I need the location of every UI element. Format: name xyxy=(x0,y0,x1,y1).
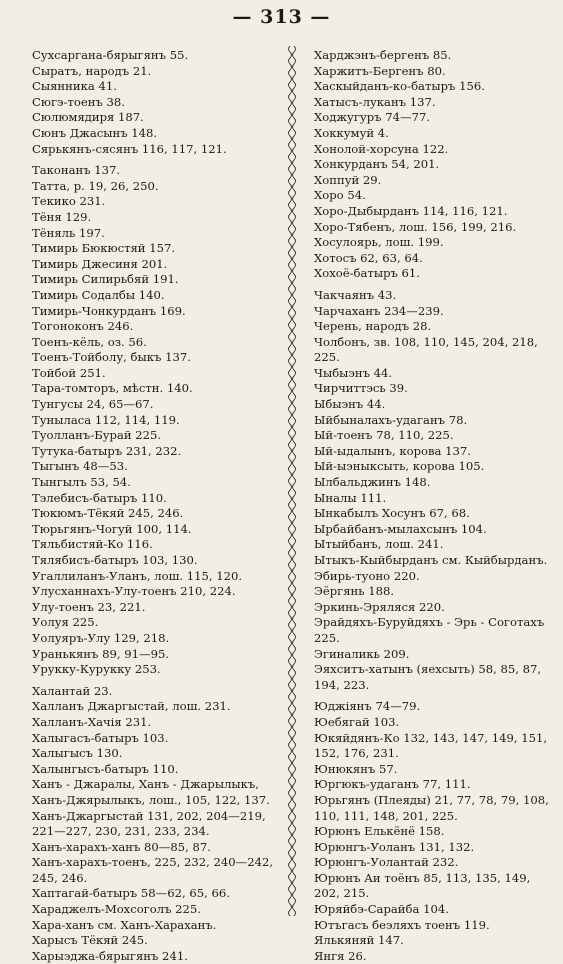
index-entry: Тойбой 251. xyxy=(32,365,106,380)
index-entry: Эяхситъ-хатынъ (яехсыть) 58, 85, 87, 194, 223. xyxy=(314,662,542,692)
index-entry: Тунгусы 24, 65—67. xyxy=(32,397,154,412)
index-entry: Сюнъ Джасынъ 148. xyxy=(32,125,158,140)
index-entry: Татта, р. 19, 26, 250. xyxy=(32,178,159,193)
index-entry: Хонкурданъ 54, 201. xyxy=(314,157,440,172)
index-entry: Халыгысъ 130. xyxy=(32,746,123,761)
index-entry: Чарчаханъ 234—239. xyxy=(314,303,444,318)
index-entry: Сыратъ, народъ 21. xyxy=(32,63,152,78)
index-entry: Сыянника 41. xyxy=(32,79,117,94)
index-entry: Ханъ - Джаралы, Ханъ - Джарылыкъ, Ханъ-Джярылыкъ, лош., 105, 122, 137. xyxy=(32,777,270,807)
index-entry: Хонолой-хорсуна 122. xyxy=(314,141,449,156)
index-entry: Таконанъ 137. xyxy=(32,163,121,178)
index-entry: Тогоноконъ 246. xyxy=(32,319,134,334)
index-entry: Ылбальджинъ 148. xyxy=(314,475,431,490)
index-entry: Харысъ Тёкяй 245. xyxy=(32,933,148,948)
index-entry: Ый-тоенъ 78, 110, 225. xyxy=(314,428,454,443)
index-entry: Юрюнъ Елькёнё 158. xyxy=(314,824,445,839)
index-entry: Ыйбыналахъ-удаганъ 78. xyxy=(314,412,468,427)
index-entry: Хотосъ 62, 63, 64. xyxy=(314,250,423,265)
left-index-column xyxy=(32,48,290,964)
index-entry: Ыбыэнъ 44. xyxy=(314,397,386,412)
index-entry: Урукку-Курукку 253. xyxy=(32,662,161,677)
index-entry: Ытыкъ-Кыйбырданъ см. Кыйбырданъ. xyxy=(314,553,548,567)
index-entry: Хосулоярь, лош. 199. xyxy=(314,235,444,250)
index-entry: Ый-ыэныксыть, корова 105. xyxy=(314,459,485,474)
index-entry: Тимирь Силирьбяй 191. xyxy=(32,272,179,287)
index-entry: Сюгэ-тоенъ 38. xyxy=(32,94,125,109)
index-entry: Тимирь Содалбы 140. xyxy=(32,287,165,302)
index-entry: Юкяйдянъ-Ко 132, 143, 147, 149, 151, 152, 176, 231. xyxy=(314,730,548,761)
index-entry: Хохоё-батыръ 61. xyxy=(314,266,420,281)
index-entry: Харджэнъ-бергенъ 85. xyxy=(314,48,452,62)
index-entry: Тёняль 197. xyxy=(32,225,105,240)
index-entry: Халланъ Джаргыстай, лош. 231. xyxy=(32,699,231,714)
index-entry: Чыбыэнъ 44. xyxy=(314,365,393,380)
index-entry: Тюрьгянъ-Чогуй 100, 114. xyxy=(32,521,192,536)
index-entry: Чолбонъ, зв. 108, 110, 145, 204, 218, 225. xyxy=(314,334,538,365)
index-entry: Тоенъ-кёль, оз. 56. xyxy=(32,334,147,349)
index-entry: Туолланъ-Бурай 225. xyxy=(32,428,162,443)
index-entry: Хара-ханъ см. Ханъ-Хараханъ. xyxy=(32,917,217,932)
index-entry: Хаптагай-батыръ 58—62, 65, 66. xyxy=(32,886,230,901)
index-entry: Чирчиттэсь 39. xyxy=(314,381,408,396)
index-entry: Ханъ-Джаргыстай 131, 202, 204—219, 221—227, 230, 231, 233, 234. xyxy=(32,808,266,839)
page-number: — 313 — xyxy=(232,6,331,28)
index-entry: Эбирь-туоно 220. xyxy=(314,568,420,583)
index-entry: Тыгынъ 48—53. xyxy=(32,459,128,474)
index-entry: Ялькяняй 147. xyxy=(314,933,404,948)
index-entry: Халынгысъ-батыръ 110. xyxy=(32,761,179,776)
index-entry: Хараджелъ-Мохсоголъ 225. xyxy=(32,902,201,917)
index-entry: Угаллиланъ-Уланъ, лош. 115, 120. xyxy=(32,568,243,583)
index-entry: Ыналы 111. xyxy=(314,490,387,505)
right-index-column xyxy=(314,48,558,964)
index-entry: Ходжугуръ 74—77. xyxy=(314,110,431,125)
index-entry: Хоппуй 29. xyxy=(314,172,382,187)
index-entry: Юрюнъ Аи тоёнъ 85, 113, 135, 149, 202, 215. xyxy=(314,870,531,901)
index-entry: Чакчаянъ 43. xyxy=(314,287,397,302)
index-entry: Тутука-батыръ 231, 232. xyxy=(32,443,182,458)
index-entry: Тялябисъ-батыръ 103, 130. xyxy=(32,553,198,567)
index-entry: Тынгылъ 53, 54. xyxy=(32,475,131,490)
index-entry: Юджіянъ 74—79. xyxy=(314,699,421,714)
index-entry: Уолуя 225. xyxy=(32,615,99,630)
index-entry: Уолуяръ-Улу 129, 218. xyxy=(32,630,170,645)
index-entry: Ытыйбанъ, лош. 241. xyxy=(314,537,444,552)
index-entry: Ырбайбанъ-мылахсынъ 104. xyxy=(314,521,487,536)
index-entry: Хаскыйданъ-ко-батыръ 156. xyxy=(314,79,485,94)
index-entry: Халантай 23. xyxy=(32,683,113,698)
index-entry: Ынкабылъ Хосунъ 67, 68. xyxy=(314,506,470,521)
index-entry: Юрьгянъ (Плеяды) 21, 77, 78, 79, 108, 110, 111, 148, 201, 225. xyxy=(314,792,549,823)
index-entry: Уранькянъ 89, 91—95. xyxy=(32,646,170,661)
index-entry: Халыгасъ-батыръ 103. xyxy=(32,730,169,745)
index-entry: Ханъ-харахъ-тоенъ, 225, 232, 240—242, 245, 246. xyxy=(32,855,274,885)
index-entry: Халланъ-Хачія 231. xyxy=(32,714,152,729)
index-entry: Ютъгасъ беэляхъ тоенъ 119. xyxy=(314,917,490,932)
index-entry: Эрайдяхъ-Буруйдяхъ - Эрь - Соготахъ 225. xyxy=(314,615,545,645)
index-entry: Сюлюмядиря 187. xyxy=(32,110,144,125)
index-entry: Тоенъ-Тойболу, быкъ 137. xyxy=(32,350,191,365)
index-entry: Юргюкъ-удаганъ 77, 111. xyxy=(314,777,471,792)
index-entry: Улусханнахъ-Улу-тоенъ 210, 224. xyxy=(32,584,236,599)
index-entry: Юрюнгъ-Уолантай 232. xyxy=(314,855,459,870)
index-entry: Хоро 54. xyxy=(314,188,366,203)
index-entry: Янгя 26. xyxy=(314,948,367,963)
index-entry: Тимирь Бюкюстяй 157. xyxy=(32,241,176,256)
index-entry: Харыэджа-бярыгянъ 241. xyxy=(32,948,188,963)
index-entry: Тара-томторъ, мѣстн. 140. xyxy=(32,381,193,396)
index-entry: Харжитъ-Бергенъ 80. xyxy=(314,63,446,78)
index-entry: Тимирь Джесиня 201. xyxy=(32,256,168,271)
index-entry: Тюкюмъ-Тёкяй 245, 246. xyxy=(32,506,184,521)
index-entry: Хоро-Тябенъ, лош. 156, 199, 216. xyxy=(314,219,517,234)
index-entry: Эркинь-Эряляся 220. xyxy=(314,599,445,614)
index-entry: Эёргянь 188. xyxy=(314,584,395,599)
index-entry: Юнюкянъ 57. xyxy=(314,761,398,776)
index-entry: Тимирь-Чонкурданъ 169. xyxy=(32,303,186,318)
index-entry: Текико 231. xyxy=(32,194,106,209)
index-entry: Хоккумуй 4. xyxy=(314,125,389,140)
index-entry: Юебягай 103. xyxy=(314,714,400,729)
index-entry: Тёня 129. xyxy=(32,209,92,224)
index-entry: Сухсаргана-бярыгянъ 55. xyxy=(32,48,189,62)
index-entry: Ханъ-харахъ-ханъ 80—85, 87. xyxy=(32,839,211,854)
index-entry: Улу-тоенъ 23, 221. xyxy=(32,599,146,614)
index-entry: Тэлебисъ-батыръ 110. xyxy=(32,490,167,505)
index-entry: Туныласа 112, 114, 119. xyxy=(32,412,180,427)
index-entry: Эгиналикь 209. xyxy=(314,646,410,661)
index-entry: Сярькянъ-сясянъ 116, 117, 121. xyxy=(32,141,227,156)
index-entry: Тяльбистяй-Ко 116. xyxy=(32,537,153,552)
index-entry: Юряйбэ-Сарайба 104. xyxy=(314,902,449,917)
index-entry: Хатысъ-луканъ 137. xyxy=(314,94,436,109)
index-entry: Хоро-Дыбырданъ 114, 116, 121. xyxy=(314,203,508,218)
index-entry: Ый-ыдалынъ, корова 137. xyxy=(314,443,471,458)
index-entry: Юрюнгъ-Уоланъ 131, 132. xyxy=(314,839,475,854)
index-entry: Черень, народъ 28. xyxy=(314,319,432,334)
